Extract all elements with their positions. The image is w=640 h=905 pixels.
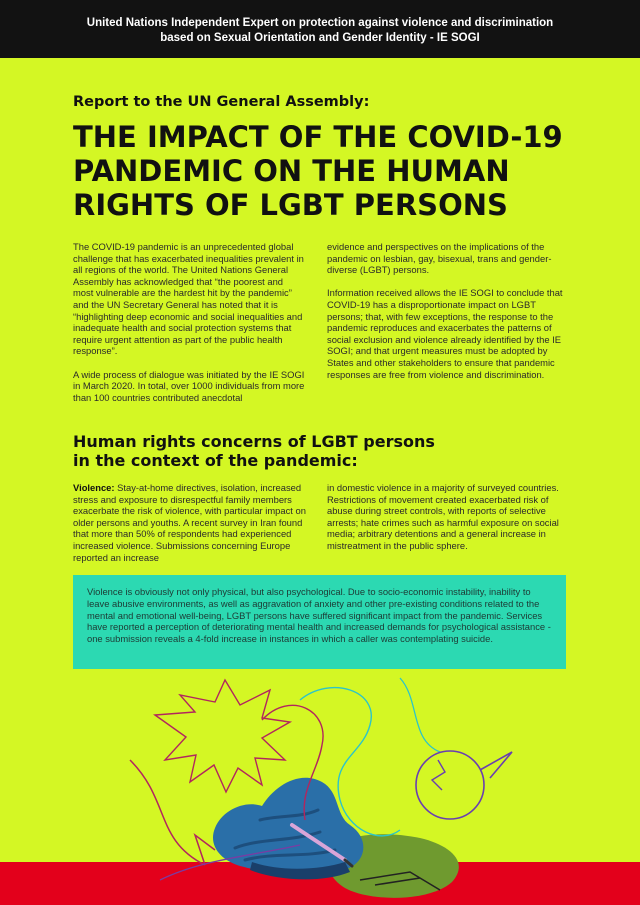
intro-paragraph-2: A wide process of dialogue was initiated by the IE SOGI in March 2020. In total, over 1000 individuals from more than 100 countries contributed anecdotal (73, 368, 305, 403)
burst-outline (155, 680, 290, 792)
violence-column-right (327, 482, 567, 563)
intro-paragraph-4: Information received allows the IE SOGI to conclude that COVID-19 has a disproportionate impact on LGBT persons; that, with few exceptions, the response to the pandemic reproduces and exacerbates the patterns of social exclusion and violence already identified by the IE SOGI; and that urgent measures must be adopted by States and other stakeholders to ensure that pandemic responses are free from violence and discrimination. (327, 287, 563, 380)
title-line-1: THE IMPACT OF THE COVID-19 (73, 120, 563, 154)
teal-curve (400, 678, 440, 752)
violence-column-left (73, 482, 309, 575)
intro-column-left (73, 241, 305, 415)
org-header-line-1: United Nations Independent Expert on protection against violence and discrimination (86, 17, 554, 29)
bubble-crack (432, 760, 445, 790)
section-heading (73, 432, 593, 470)
bubble-tail (480, 752, 512, 778)
callout-text: Violence is obviously not only physical, but also psychological. Due to socio-economic instability, inability to leave abusive environments, as well as aggravation of anxiety and other pre-existing conditions related to the mental and emotional well-being, LGBT persons have suffered significant impact from the pandemic. Services have reported a perception of deteriorating mental health and increased demands for psychological assistance - one submission reveals a 4-fold increase in instances in which a caller was contemplating suicide. (87, 586, 551, 645)
blue-figure (213, 778, 363, 875)
illustration (0, 660, 640, 905)
violence-lead: Violence: (73, 482, 115, 493)
page-title (73, 120, 603, 222)
intro-column-right (327, 241, 567, 392)
section-heading-line-2: in the context of the pandemic: (73, 451, 358, 470)
section-heading-line-1: Human rights concerns of LGBT persons (73, 432, 435, 451)
org-header-line-2: based on Sexual Orientation and Gender Identity - IE SOGI (160, 32, 480, 44)
squiggle-line (130, 760, 215, 865)
speech-bubble (416, 751, 484, 819)
title-line-2: PANDEMIC ON THE HUMAN (73, 154, 510, 188)
intro-paragraph-1: The COVID-19 pandemic is an unprecedented global challenge that has exacerbated inequalities prevalent in all regions of the world. The United Nations General Assembly has acknowledged that “the poorest and most vulnerable are the hardest hit by the pandemic” and the UN Secretary General has noted that it is “highlighting deep economic and social inequalities and inadequate health and social protection systems that require urgent attention as part of the public health response”. (73, 241, 304, 357)
title-line-3: RIGHTS OF LGBT PERSONS (73, 188, 508, 222)
violence-text-left: Stay-at-home directives, isolation, increased stress and exposure to disrespectful family members exacerbate the risk of violence, with particular impact on older persons and youths. A recent survey in Iran found that more than 50% of respondents had experienced increased violence. Submissions concerning Europe reported an increase (73, 482, 306, 563)
violence-text-right: in domestic violence in a majority of surveyed countries. Restrictions of movement created exacerbated risk of abuse during street controls, with reports of selective arrests; hate crimes such as harmful exposure on social media; arbitrary detentions and a general increase in mistreatment in the public sphere. (327, 482, 559, 551)
report-kicker: Report to the UN General Assembly: (73, 94, 370, 110)
intro-paragraph-3: evidence and perspectives on the implications of the pandemic on lesbian, gay, bisexual, trans and gender-diverse (LGBT) persons. (327, 241, 552, 276)
callout-box (73, 575, 566, 669)
org-header (0, 0, 640, 58)
